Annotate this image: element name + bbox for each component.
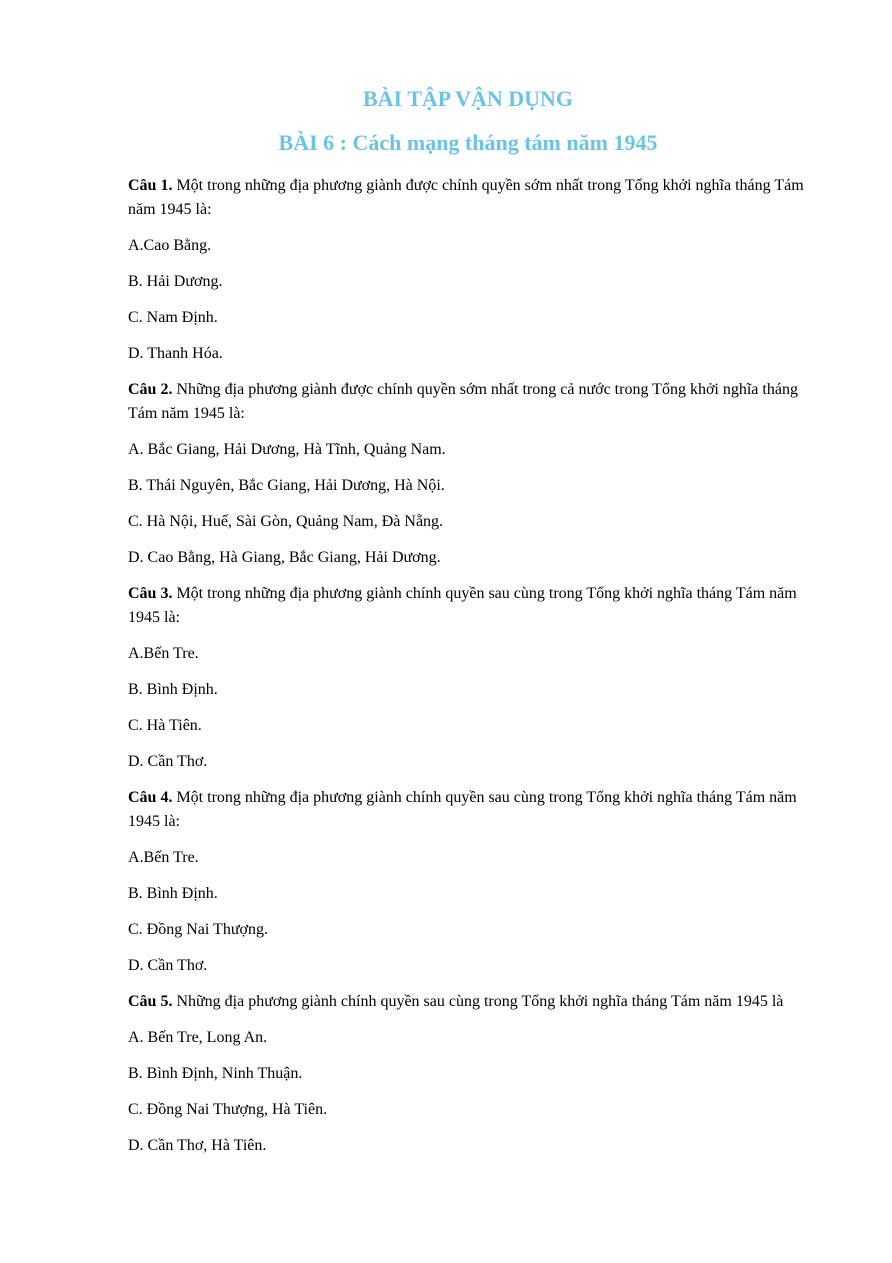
question-stem — [128, 378, 828, 426]
option-d: D. Cao Bằng, Hà Giang, Bắc Giang, Hải Dương. — [128, 549, 441, 566]
option-a: A.Bến Tre. — [128, 645, 199, 662]
question-text: Một trong những địa phương giành chính quyền sau cùng trong Tổng khởi nghĩa tháng Tám năm 1945 là: — [128, 789, 797, 830]
option-c: C. Hà Tiên. — [128, 717, 202, 734]
question-stem — [128, 582, 828, 630]
lesson-title: BÀI 6 : Cách mạng tháng tám năm 1945 — [278, 130, 658, 155]
question-number: Câu 1. — [128, 177, 173, 194]
option-d: D. Thanh Hóa. — [128, 345, 223, 362]
option-c: C. Đồng Nai Thượng. — [128, 921, 268, 938]
question-text: Những địa phương giành chính quyền sau cùng trong Tổng khởi nghĩa tháng Tám năm 1945 là — [172, 993, 784, 1010]
option-c: C. Nam Định. — [128, 309, 218, 326]
question-5 — [128, 990, 828, 1158]
page-title: BÀI TẬP VẬN DỤNG — [362, 86, 574, 111]
question-number: Câu 2. — [128, 381, 173, 398]
question-number: Câu 5. — [128, 993, 173, 1010]
question-number: Câu 3. — [128, 585, 173, 602]
option-b: B. Bình Định. — [128, 681, 218, 698]
option-a: A.Cao Bằng. — [128, 237, 212, 254]
option-a: A.Bến Tre. — [128, 849, 199, 866]
option-a: A. Bến Tre, Long An. — [128, 1029, 268, 1046]
question-list — [128, 174, 828, 1170]
option-d: D. Cần Thơ. — [128, 957, 208, 974]
question-stem — [128, 174, 828, 222]
question-stem — [128, 990, 828, 1014]
question-text: Một trong những địa phương giành chính quyền sau cùng trong Tổng khởi nghĩa tháng Tám năm 1945 là: — [128, 585, 797, 626]
question-4 — [128, 786, 828, 978]
option-b: B. Thái Nguyên, Bắc Giang, Hải Dương, Hà Nội. — [128, 477, 445, 494]
question-stem — [128, 786, 828, 834]
question-2 — [128, 378, 828, 570]
question-text: Một trong những địa phương giành được chính quyền sớm nhất trong Tổng khởi nghĩa tháng Tám năm 1945 là: — [128, 177, 804, 218]
option-a: A. Bắc Giang, Hải Dương, Hà Tĩnh, Quảng Nam. — [128, 441, 446, 458]
option-b: B. Bình Định, Ninh Thuận. — [128, 1065, 303, 1082]
question-text: Những địa phương giành được chính quyền sớm nhất trong cả nước trong Tổng khởi nghĩa tháng Tám năm 1945 là: — [128, 381, 798, 422]
option-d: D. Cần Thơ, Hà Tiên. — [128, 1137, 267, 1154]
option-b: B. Hải Dương. — [128, 273, 223, 290]
question-1 — [128, 174, 828, 366]
option-c: C. Hà Nội, Huế, Sài Gòn, Quảng Nam, Đà Nẵng. — [128, 513, 444, 530]
option-d: D. Cần Thơ. — [128, 753, 208, 770]
question-3 — [128, 582, 828, 774]
option-b: B. Bình Định. — [128, 885, 218, 902]
option-c: C. Đồng Nai Thượng, Hà Tiên. — [128, 1101, 328, 1118]
question-number: Câu 4. — [128, 789, 173, 806]
